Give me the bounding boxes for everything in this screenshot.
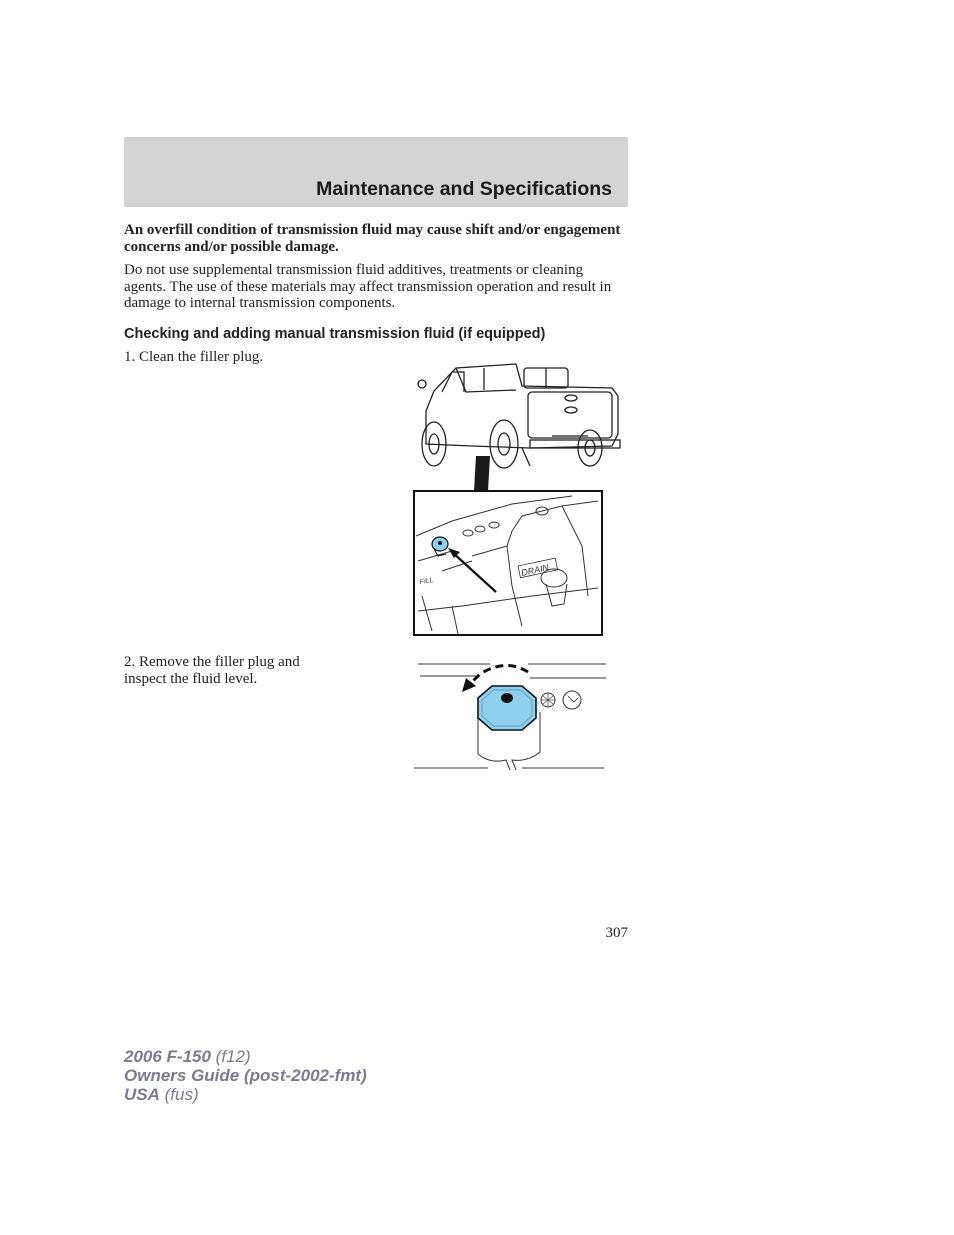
- page-number: 307: [605, 925, 628, 941]
- footer-line-2: Owners Guide (post-2002-fmt): [124, 1066, 367, 1085]
- drain-label: DRAIN: [520, 562, 550, 578]
- filler-plug-removal-illustration: [410, 656, 610, 776]
- step-2: 2. Remove the filler plug and inspect the fluid level.: [124, 654, 300, 687]
- footer-market: USA: [124, 1085, 160, 1104]
- body-paragraph: Do not use supplemental transmission fluid additives, treatments or cleaning agents. The use of these materials may affect transmission operation and result in damage to internal transmission components.: [124, 262, 612, 311]
- footer-line-1: [124, 1047, 367, 1066]
- step-1: 1. Clean the filler plug.: [124, 349, 264, 365]
- fill-label: FILL: [419, 577, 435, 586]
- warning-text: An overfill condition of transmission fluid may cause shift and/or engagement concerns and/or possible damage.: [124, 222, 621, 255]
- footer: [124, 1047, 367, 1104]
- section-title: Maintenance and Specifications: [316, 178, 612, 200]
- subheading: Checking and adding manual transmission fluid (if equipped): [124, 326, 546, 342]
- footer-model: 2006 F-150: [124, 1047, 211, 1066]
- truck-filler-plug-illustration: [412, 356, 632, 646]
- footer-market-code: (fus): [159, 1085, 199, 1104]
- section-header-band: [124, 137, 628, 207]
- footer-model-code: (f12): [210, 1047, 251, 1066]
- footer-line-3: [124, 1085, 367, 1104]
